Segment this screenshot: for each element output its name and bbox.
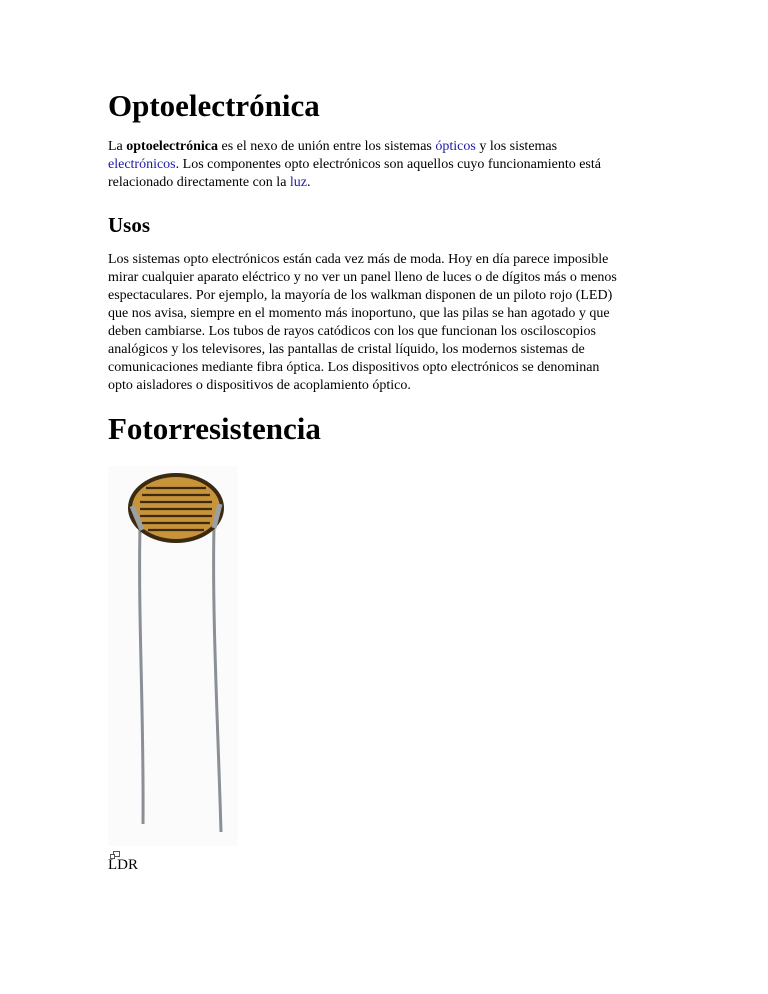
text-line: que nos avisa, siempre en el momento más inoportuno, que las pilas se han agotado y que — [108, 306, 610, 321]
usos-paragraph — [108, 251, 617, 395]
link-opticos[interactable]: ópticos — [435, 139, 476, 154]
text: y los sistemas — [475, 139, 558, 154]
bold-term: optoelectrónica — [126, 139, 219, 154]
text-line: espectaculares. Por ejemplo, la mayoría de los walkman disponen de un piloto rojo (LED) — [108, 288, 613, 303]
link-luz[interactable]: luz — [289, 175, 308, 190]
text-line: Los sistemas opto electrónicos están cada vez más de moda. Hoy en día parece imposible — [108, 252, 609, 267]
section-heading-fotorresistencia: Fotorresistencia — [108, 411, 321, 446]
text: relacionado directamente con la — [108, 175, 290, 190]
image-caption: LDR — [108, 857, 138, 873]
section-heading-usos: Usos — [108, 213, 151, 237]
text: . Los componentes opto electrónicos son aquellos cuyo funcionamiento está — [175, 157, 601, 172]
text-line: mirar cualquier aparato eléctrico y no ver un panel lleno de luces o de dígitos más o menos — [108, 270, 617, 285]
enlarge-icon[interactable] — [110, 846, 120, 854]
text: La — [108, 139, 127, 154]
ldr-photo — [108, 466, 238, 846]
text-line: opto aisladores o dispositivos de acoplamiento óptico. — [108, 378, 411, 393]
text-line: analógicos y los televisores, las pantallas de cristal líquido, los modernos sistemas de — [108, 342, 585, 357]
link-electronicos[interactable]: electrónicos — [108, 157, 176, 172]
text-line: comunicaciones mediante fibra óptica. Los dispositivos opto electrónicos se denominan — [108, 360, 600, 375]
text: es el nexo de unión entre los sistemas — [218, 139, 436, 154]
intro-paragraph — [108, 138, 601, 192]
page-title: Optoelectrónica — [108, 88, 320, 123]
text-line: deben cambiarse. Los tubos de rayos catódicos con los que funcionan los osciloscopios — [108, 324, 596, 339]
text: . — [307, 175, 311, 190]
